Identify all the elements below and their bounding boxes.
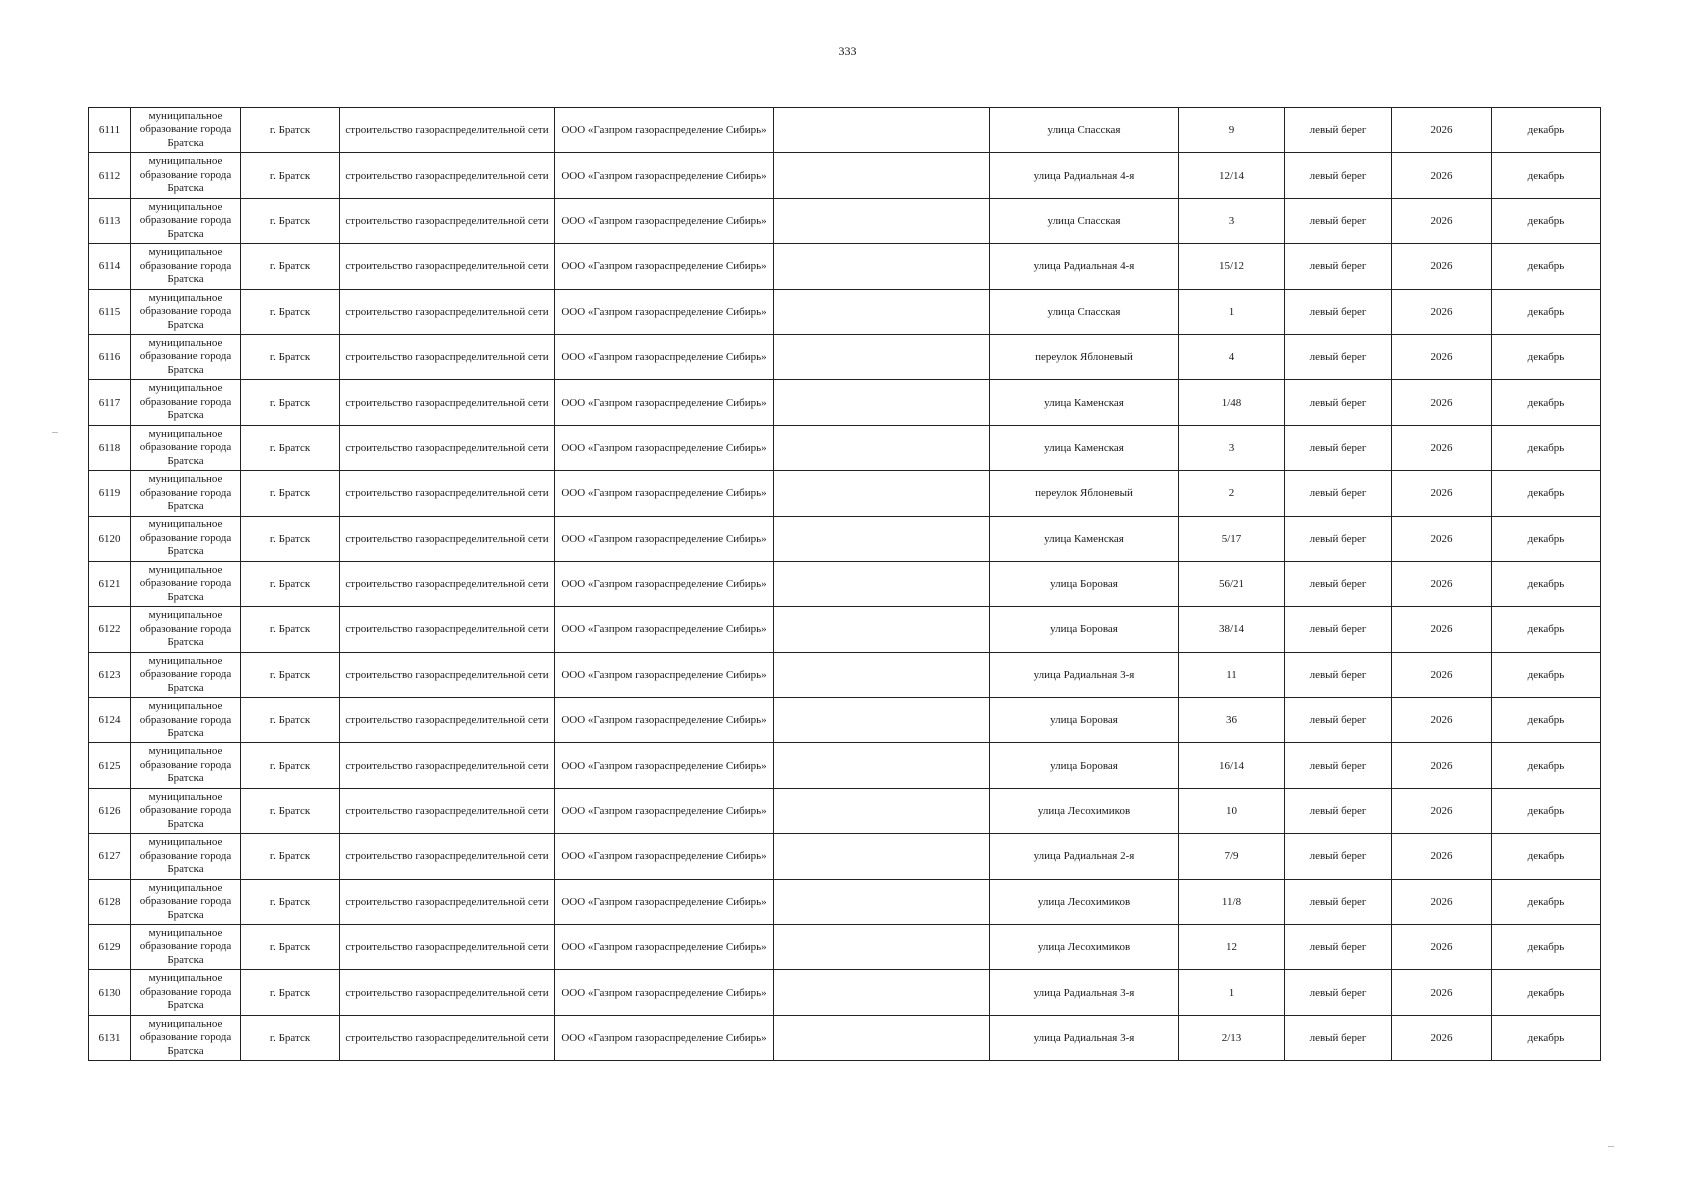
- cell-activity: строительство газораспределительной сети: [340, 879, 555, 924]
- cell-activity: строительство газораспределительной сети: [340, 198, 555, 243]
- cell-note: [774, 561, 990, 606]
- cell-district: левый берег: [1285, 561, 1392, 606]
- cell-year: 2026: [1392, 289, 1492, 334]
- cell-municipality: муниципальное образование города Братска: [131, 289, 241, 334]
- cell-note: [774, 334, 990, 379]
- cell-year: 2026: [1392, 561, 1492, 606]
- cell-note: [774, 380, 990, 425]
- cell-year: 2026: [1392, 925, 1492, 970]
- cell-district: левый берег: [1285, 380, 1392, 425]
- cell-company: ООО «Газпром газораспределение Сибирь»: [555, 561, 774, 606]
- cell-year: 2026: [1392, 1015, 1492, 1060]
- cell-house-number: 15/12: [1179, 244, 1285, 289]
- table-row: [89, 516, 1601, 561]
- cell-street: улица Радиальная 4-я: [990, 153, 1179, 198]
- cell-district: левый берег: [1285, 788, 1392, 833]
- cell-city: г. Братск: [241, 879, 340, 924]
- cell-municipality: муниципальное образование города Братска: [131, 788, 241, 833]
- cell-company: ООО «Газпром газораспределение Сибирь»: [555, 1015, 774, 1060]
- cell-house-number: 11: [1179, 652, 1285, 697]
- cell-company: ООО «Газпром газораспределение Сибирь»: [555, 108, 774, 153]
- cell-month: декабрь: [1492, 198, 1601, 243]
- cell-street: улица Каменская: [990, 425, 1179, 470]
- cell-note: [774, 289, 990, 334]
- cell-house-number: 12: [1179, 925, 1285, 970]
- cell-month: декабрь: [1492, 925, 1601, 970]
- cell-municipality: муниципальное образование города Братска: [131, 198, 241, 243]
- scan-mark: [52, 432, 58, 433]
- cell-district: левый берег: [1285, 334, 1392, 379]
- cell-month: декабрь: [1492, 970, 1601, 1015]
- cell-month: декабрь: [1492, 153, 1601, 198]
- cell-note: [774, 925, 990, 970]
- cell-row-number: 6128: [89, 879, 131, 924]
- cell-activity: строительство газораспределительной сети: [340, 834, 555, 879]
- cell-district: левый берег: [1285, 471, 1392, 516]
- cell-row-number: 6121: [89, 561, 131, 606]
- cell-house-number: 3: [1179, 425, 1285, 470]
- cell-row-number: 6112: [89, 153, 131, 198]
- cell-note: [774, 1015, 990, 1060]
- cell-activity: строительство газораспределительной сети: [340, 788, 555, 833]
- cell-year: 2026: [1392, 153, 1492, 198]
- cell-year: 2026: [1392, 879, 1492, 924]
- cell-municipality: муниципальное образование города Братска: [131, 834, 241, 879]
- cell-activity: строительство газораспределительной сети: [340, 970, 555, 1015]
- cell-row-number: 6125: [89, 743, 131, 788]
- cell-city: г. Братск: [241, 607, 340, 652]
- cell-street: улица Радиальная 4-я: [990, 244, 1179, 289]
- cell-city: г. Братск: [241, 788, 340, 833]
- cell-city: г. Братск: [241, 289, 340, 334]
- cell-month: декабрь: [1492, 698, 1601, 743]
- cell-house-number: 3: [1179, 198, 1285, 243]
- cell-city: г. Братск: [241, 471, 340, 516]
- cell-note: [774, 834, 990, 879]
- cell-district: левый берег: [1285, 698, 1392, 743]
- cell-city: г. Братск: [241, 198, 340, 243]
- cell-activity: строительство газораспределительной сети: [340, 516, 555, 561]
- cell-month: декабрь: [1492, 380, 1601, 425]
- cell-house-number: 11/8: [1179, 879, 1285, 924]
- cell-row-number: 6130: [89, 970, 131, 1015]
- cell-city: г. Братск: [241, 153, 340, 198]
- cell-row-number: 6118: [89, 425, 131, 470]
- cell-municipality: муниципальное образование города Братска: [131, 652, 241, 697]
- cell-row-number: 6117: [89, 380, 131, 425]
- cell-year: 2026: [1392, 198, 1492, 243]
- cell-house-number: 16/14: [1179, 743, 1285, 788]
- cell-city: г. Братск: [241, 380, 340, 425]
- cell-year: 2026: [1392, 108, 1492, 153]
- cell-month: декабрь: [1492, 516, 1601, 561]
- cell-district: левый берег: [1285, 289, 1392, 334]
- cell-row-number: 6126: [89, 788, 131, 833]
- cell-city: г. Братск: [241, 925, 340, 970]
- cell-company: ООО «Газпром газораспределение Сибирь»: [555, 516, 774, 561]
- cell-year: 2026: [1392, 652, 1492, 697]
- cell-street: улица Каменская: [990, 380, 1179, 425]
- cell-row-number: 6115: [89, 289, 131, 334]
- cell-activity: строительство газораспределительной сети: [340, 1015, 555, 1060]
- cell-company: ООО «Газпром газораспределение Сибирь»: [555, 471, 774, 516]
- cell-year: 2026: [1392, 471, 1492, 516]
- table-row: [89, 652, 1601, 697]
- cell-street: улица Спасская: [990, 289, 1179, 334]
- cell-row-number: 6129: [89, 925, 131, 970]
- cell-city: г. Братск: [241, 244, 340, 289]
- cell-city: г. Братск: [241, 108, 340, 153]
- cell-activity: строительство газораспределительной сети: [340, 380, 555, 425]
- cell-city: г. Братск: [241, 743, 340, 788]
- cell-company: ООО «Газпром газораспределение Сибирь»: [555, 425, 774, 470]
- cell-activity: строительство газораспределительной сети: [340, 652, 555, 697]
- cell-district: левый берег: [1285, 607, 1392, 652]
- cell-district: левый берег: [1285, 1015, 1392, 1060]
- cell-company: ООО «Газпром газораспределение Сибирь»: [555, 289, 774, 334]
- cell-month: декабрь: [1492, 834, 1601, 879]
- cell-city: г. Братск: [241, 1015, 340, 1060]
- cell-month: декабрь: [1492, 1015, 1601, 1060]
- cell-year: 2026: [1392, 380, 1492, 425]
- cell-street: улица Лесохимиков: [990, 925, 1179, 970]
- cell-company: ООО «Газпром газораспределение Сибирь»: [555, 925, 774, 970]
- cell-activity: строительство газораспределительной сети: [340, 425, 555, 470]
- cell-company: ООО «Газпром газораспределение Сибирь»: [555, 380, 774, 425]
- cell-municipality: муниципальное образование города Братска: [131, 425, 241, 470]
- cell-year: 2026: [1392, 743, 1492, 788]
- cell-street: улица Радиальная 2-я: [990, 834, 1179, 879]
- cell-municipality: муниципальное образование города Братска: [131, 244, 241, 289]
- cell-municipality: муниципальное образование города Братска: [131, 607, 241, 652]
- cell-note: [774, 198, 990, 243]
- cell-municipality: муниципальное образование города Братска: [131, 380, 241, 425]
- cell-street: улица Боровая: [990, 698, 1179, 743]
- cell-company: ООО «Газпром газораспределение Сибирь»: [555, 652, 774, 697]
- cell-company: ООО «Газпром газораспределение Сибирь»: [555, 244, 774, 289]
- cell-month: декабрь: [1492, 334, 1601, 379]
- cell-year: 2026: [1392, 516, 1492, 561]
- cell-row-number: 6123: [89, 652, 131, 697]
- cell-company: ООО «Газпром газораспределение Сибирь»: [555, 743, 774, 788]
- cell-district: левый берег: [1285, 652, 1392, 697]
- cell-year: 2026: [1392, 788, 1492, 833]
- cell-activity: строительство газораспределительной сети: [340, 153, 555, 198]
- table-row: [89, 108, 1601, 153]
- cell-company: ООО «Газпром газораспределение Сибирь»: [555, 879, 774, 924]
- cell-row-number: 6119: [89, 471, 131, 516]
- cell-year: 2026: [1392, 698, 1492, 743]
- cell-year: 2026: [1392, 425, 1492, 470]
- cell-street: переулок Яблоневый: [990, 471, 1179, 516]
- cell-house-number: 4: [1179, 334, 1285, 379]
- table-row: [89, 380, 1601, 425]
- cell-street: улица Боровая: [990, 607, 1179, 652]
- table-row: [89, 879, 1601, 924]
- cell-municipality: муниципальное образование города Братска: [131, 743, 241, 788]
- cell-note: [774, 244, 990, 289]
- cell-district: левый берег: [1285, 970, 1392, 1015]
- cell-city: г. Братск: [241, 652, 340, 697]
- cell-note: [774, 153, 990, 198]
- table-row: [89, 334, 1601, 379]
- cell-city: г. Братск: [241, 334, 340, 379]
- cell-activity: строительство газораспределительной сети: [340, 289, 555, 334]
- cell-note: [774, 879, 990, 924]
- cell-company: ООО «Газпром газораспределение Сибирь»: [555, 153, 774, 198]
- cell-note: [774, 698, 990, 743]
- cell-year: 2026: [1392, 334, 1492, 379]
- cell-note: [774, 788, 990, 833]
- gas-network-registry-table: [88, 107, 1601, 1061]
- cell-activity: строительство газораспределительной сети: [340, 925, 555, 970]
- table-row: [89, 698, 1601, 743]
- cell-note: [774, 970, 990, 1015]
- cell-note: [774, 652, 990, 697]
- cell-year: 2026: [1392, 607, 1492, 652]
- cell-street: улица Спасская: [990, 108, 1179, 153]
- cell-street: улица Радиальная 3-я: [990, 970, 1179, 1015]
- cell-row-number: 6114: [89, 244, 131, 289]
- cell-row-number: 6116: [89, 334, 131, 379]
- cell-street: улица Радиальная 3-я: [990, 1015, 1179, 1060]
- cell-company: ООО «Газпром газораспределение Сибирь»: [555, 607, 774, 652]
- cell-city: г. Братск: [241, 834, 340, 879]
- cell-municipality: муниципальное образование города Братска: [131, 698, 241, 743]
- table-row: [89, 743, 1601, 788]
- table-row: [89, 1015, 1601, 1060]
- cell-municipality: муниципальное образование города Братска: [131, 1015, 241, 1060]
- cell-district: левый берег: [1285, 244, 1392, 289]
- scan-mark: [1608, 1146, 1614, 1147]
- cell-house-number: 9: [1179, 108, 1285, 153]
- cell-street: улица Лесохимиков: [990, 788, 1179, 833]
- cell-city: г. Братск: [241, 425, 340, 470]
- cell-row-number: 6127: [89, 834, 131, 879]
- cell-note: [774, 471, 990, 516]
- cell-district: левый берег: [1285, 516, 1392, 561]
- cell-district: левый берег: [1285, 425, 1392, 470]
- cell-house-number: 10: [1179, 788, 1285, 833]
- cell-note: [774, 607, 990, 652]
- cell-row-number: 6120: [89, 516, 131, 561]
- table-row: [89, 289, 1601, 334]
- cell-row-number: 6111: [89, 108, 131, 153]
- cell-house-number: 1/48: [1179, 380, 1285, 425]
- table-row: [89, 471, 1601, 516]
- cell-street: улица Боровая: [990, 561, 1179, 606]
- cell-note: [774, 743, 990, 788]
- cell-house-number: 1: [1179, 289, 1285, 334]
- cell-city: г. Братск: [241, 516, 340, 561]
- cell-row-number: 6131: [89, 1015, 131, 1060]
- cell-note: [774, 425, 990, 470]
- cell-company: ООО «Газпром газораспределение Сибирь»: [555, 788, 774, 833]
- cell-municipality: муниципальное образование города Братска: [131, 879, 241, 924]
- cell-row-number: 6124: [89, 698, 131, 743]
- cell-month: декабрь: [1492, 652, 1601, 697]
- cell-month: декабрь: [1492, 108, 1601, 153]
- cell-month: декабрь: [1492, 879, 1601, 924]
- cell-note: [774, 108, 990, 153]
- table-row: [89, 970, 1601, 1015]
- cell-activity: строительство газораспределительной сети: [340, 698, 555, 743]
- cell-house-number: 7/9: [1179, 834, 1285, 879]
- cell-district: левый берег: [1285, 198, 1392, 243]
- cell-house-number: 1: [1179, 970, 1285, 1015]
- cell-month: декабрь: [1492, 471, 1601, 516]
- cell-district: левый берег: [1285, 108, 1392, 153]
- cell-district: левый берег: [1285, 834, 1392, 879]
- cell-municipality: муниципальное образование города Братска: [131, 561, 241, 606]
- cell-activity: строительство газораспределительной сети: [340, 334, 555, 379]
- table-row: [89, 788, 1601, 833]
- cell-company: ООО «Газпром газораспределение Сибирь»: [555, 198, 774, 243]
- cell-street: улица Боровая: [990, 743, 1179, 788]
- table-row: [89, 834, 1601, 879]
- cell-district: левый берег: [1285, 153, 1392, 198]
- cell-activity: строительство газораспределительной сети: [340, 108, 555, 153]
- cell-house-number: 38/14: [1179, 607, 1285, 652]
- cell-municipality: муниципальное образование города Братска: [131, 925, 241, 970]
- cell-municipality: муниципальное образование города Братска: [131, 970, 241, 1015]
- cell-row-number: 6122: [89, 607, 131, 652]
- table-row: [89, 925, 1601, 970]
- cell-activity: строительство газораспределительной сети: [340, 561, 555, 606]
- cell-house-number: 2/13: [1179, 1015, 1285, 1060]
- cell-house-number: 36: [1179, 698, 1285, 743]
- cell-company: ООО «Газпром газораспределение Сибирь»: [555, 334, 774, 379]
- cell-month: декабрь: [1492, 289, 1601, 334]
- table-row: [89, 198, 1601, 243]
- cell-city: г. Братск: [241, 698, 340, 743]
- cell-house-number: 56/21: [1179, 561, 1285, 606]
- cell-municipality: муниципальное образование города Братска: [131, 516, 241, 561]
- table-row: [89, 425, 1601, 470]
- cell-year: 2026: [1392, 970, 1492, 1015]
- cell-house-number: 12/14: [1179, 153, 1285, 198]
- cell-month: декабрь: [1492, 561, 1601, 606]
- page-number: 333: [838, 44, 857, 58]
- table-row: [89, 607, 1601, 652]
- cell-company: ООО «Газпром газораспределение Сибирь»: [555, 698, 774, 743]
- cell-month: декабрь: [1492, 743, 1601, 788]
- cell-month: декабрь: [1492, 425, 1601, 470]
- cell-street: переулок Яблоневый: [990, 334, 1179, 379]
- cell-month: декабрь: [1492, 607, 1601, 652]
- cell-municipality: муниципальное образование города Братска: [131, 108, 241, 153]
- cell-month: декабрь: [1492, 244, 1601, 289]
- table-row: [89, 153, 1601, 198]
- cell-company: ООО «Газпром газораспределение Сибирь»: [555, 834, 774, 879]
- cell-street: улица Радиальная 3-я: [990, 652, 1179, 697]
- cell-municipality: муниципальное образование города Братска: [131, 471, 241, 516]
- cell-year: 2026: [1392, 244, 1492, 289]
- cell-street: улица Лесохимиков: [990, 879, 1179, 924]
- cell-year: 2026: [1392, 834, 1492, 879]
- cell-house-number: 2: [1179, 471, 1285, 516]
- cell-street: улица Спасская: [990, 198, 1179, 243]
- cell-street: улица Каменская: [990, 516, 1179, 561]
- cell-city: г. Братск: [241, 970, 340, 1015]
- cell-city: г. Братск: [241, 561, 340, 606]
- cell-municipality: муниципальное образование города Братска: [131, 334, 241, 379]
- cell-district: левый берег: [1285, 743, 1392, 788]
- cell-company: ООО «Газпром газораспределение Сибирь»: [555, 970, 774, 1015]
- cell-house-number: 5/17: [1179, 516, 1285, 561]
- table-row: [89, 561, 1601, 606]
- cell-activity: строительство газораспределительной сети: [340, 607, 555, 652]
- cell-month: декабрь: [1492, 788, 1601, 833]
- table-row: [89, 244, 1601, 289]
- cell-district: левый берег: [1285, 925, 1392, 970]
- cell-activity: строительство газораспределительной сети: [340, 471, 555, 516]
- registry-table-body: [89, 108, 1601, 1061]
- cell-municipality: муниципальное образование города Братска: [131, 153, 241, 198]
- cell-activity: строительство газораспределительной сети: [340, 244, 555, 289]
- cell-district: левый берег: [1285, 879, 1392, 924]
- cell-note: [774, 516, 990, 561]
- cell-row-number: 6113: [89, 198, 131, 243]
- cell-activity: строительство газораспределительной сети: [340, 743, 555, 788]
